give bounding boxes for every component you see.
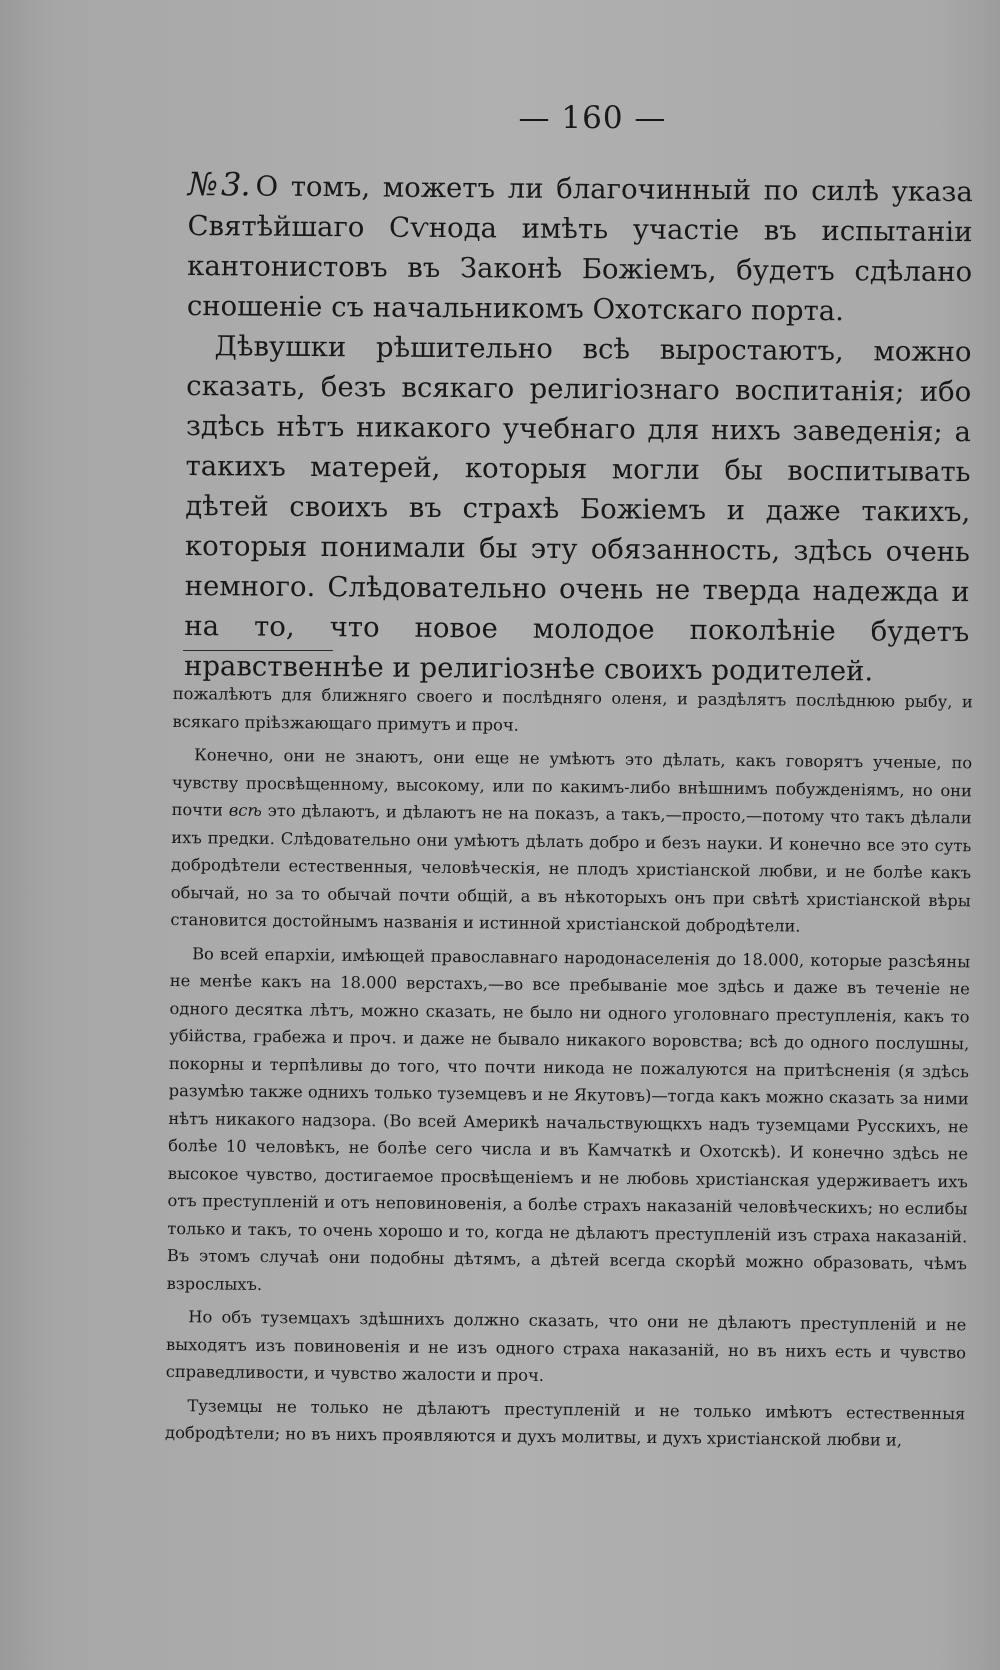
main-paragraph-2: Дѣвушки рѣшительно всѣ выростаютъ, можно сказать, безъ всякаго религіознаго воспитанія; ибо здѣсь нѣтъ никакого учебнаго для нихъ заведенія; а такихъ матерей, которыя могли бы воспитывать дѣтей своихъ въ страхѣ Божіемъ и даже такихъ, которыя понимали бы эту обязанность, здѣсь очень немного. Слѣдовательно очень не тверда надежда и на то, что новое молодое поколѣніе будетъ нравственнѣе и религіознѣе своихъ родителей.: [183, 330, 972, 688]
footnote-emphasis: всѣ: [228, 800, 262, 820]
footnote-continuation: пожалѣютъ для ближняго своего и послѣдняго оленя, и раздѣлятъ послѣднюю рыбу, и всякаго пріѣзжающаго примутъ и проч.: [172, 683, 973, 735]
footnotes: [165, 680, 973, 1461]
footnote-paragraph-2: Во всей епархіи, имѣющей православнаго народонаселенія до 18.000, которые разсѣяны не менѣе какъ на 18.000 верстахъ,—во все пребываніе мое здѣсь и даже въ теченіе не одного десятка лѣтъ, можно сказать, не было ни одного уголовнаго преступленія, какъ то убійства, грабежа и проч. и даже не бывало никакого воровства; всѣ до одного послушны, покорны и терпѣливы до того, что почти никода не пожалуются на притѣсненія (я здѣсь разумѣю также однихъ только туземцевъ и не Якутовъ)—тогда какъ можно сказать за ними нѣтъ никакого надзора. (Во всей Америкѣ начальствующкхъ надъ туземцами Русскихъ, не болѣе 10 человѣкъ, не болѣе сего числа и въ Камчаткѣ и Охотскѣ). И конечно здѣсь не высокое чувство, достигаемое просвѣщеніемъ и не любовь христіанская удерживаетъ ихъ отъ преступленій и отъ неповиновенія, а болѣе страхъ наказаній человѣческихъ; но еслибы только и такъ, то очень хорошо и то, когда не дѣлаютъ преступленій изъ страха наказаній. Въ этомъ случаѣ они подобны дѣтямъ, а дѣтей всегда скорѣй можно образовать, чѣмъ взрослыхъ.: [166, 943, 971, 1294]
footnote-paragraph-1: [170, 741, 972, 942]
footnote-paragraph-1-start: Конечно, они не знаютъ, они еще не умѣютъ это дѣлать, какъ говорятъ ученые, по чувству просвѣщенному, высокому, или по какимъ-либо внѣшнимъ побужденіямъ, но они почти: [171, 745, 973, 820]
main-text: [184, 164, 973, 692]
footnote-paragraph-3: Но объ туземцахъ здѣшнихъ должно сказать, что они не дѣлаютъ преступленій и не выходятъ изъ повиновенія и не изъ одного страха наказаній, но въ нихъ есть и чувство справедливости, и чувство жалости и проч.: [165, 1307, 967, 1385]
main-paragraph-1-text: О томъ, можетъ ли благочинный по силѣ указа Святѣйшаго Сѵнода имѣть участіе въ испытаніи кантонистовъ въ Законѣ Божіемъ, будетъ сдѣлано сношеніе съ начальникомъ Охотскаго порта.: [186, 170, 973, 328]
footnote-paragraph-4: Туземцы не только не дѣлаютъ преступленій и не только имѣютъ естественныя добродѣтели; но въ нихъ проявляются и духъ молитвы, и духъ христіанской любви и,: [165, 1395, 966, 1450]
footnote-divider: [183, 650, 333, 651]
page-number: — 160 —: [518, 100, 667, 136]
footnote-paragraph-1-end: это дѣлаютъ, и дѣлаютъ не на показъ, а такъ,—просто,—потому что такъ дѣлали ихъ предки. Слѣдовательно они умѣютъ дѣлать добро и безъ науки. И конечно все это суть добродѣтели естественныя, человѣческія, не плодъ христіанской любви, и не болѣе какъ обычай, но за то обычай почти общій, а въ нѣкоторыхъ онъ при свѣтѣ христіанской вѣры становится достойнымъ названія и истинной христіанской добродѣтели.: [170, 800, 972, 936]
item-marker: №3.: [187, 164, 250, 204]
main-paragraph-1: [187, 164, 973, 332]
